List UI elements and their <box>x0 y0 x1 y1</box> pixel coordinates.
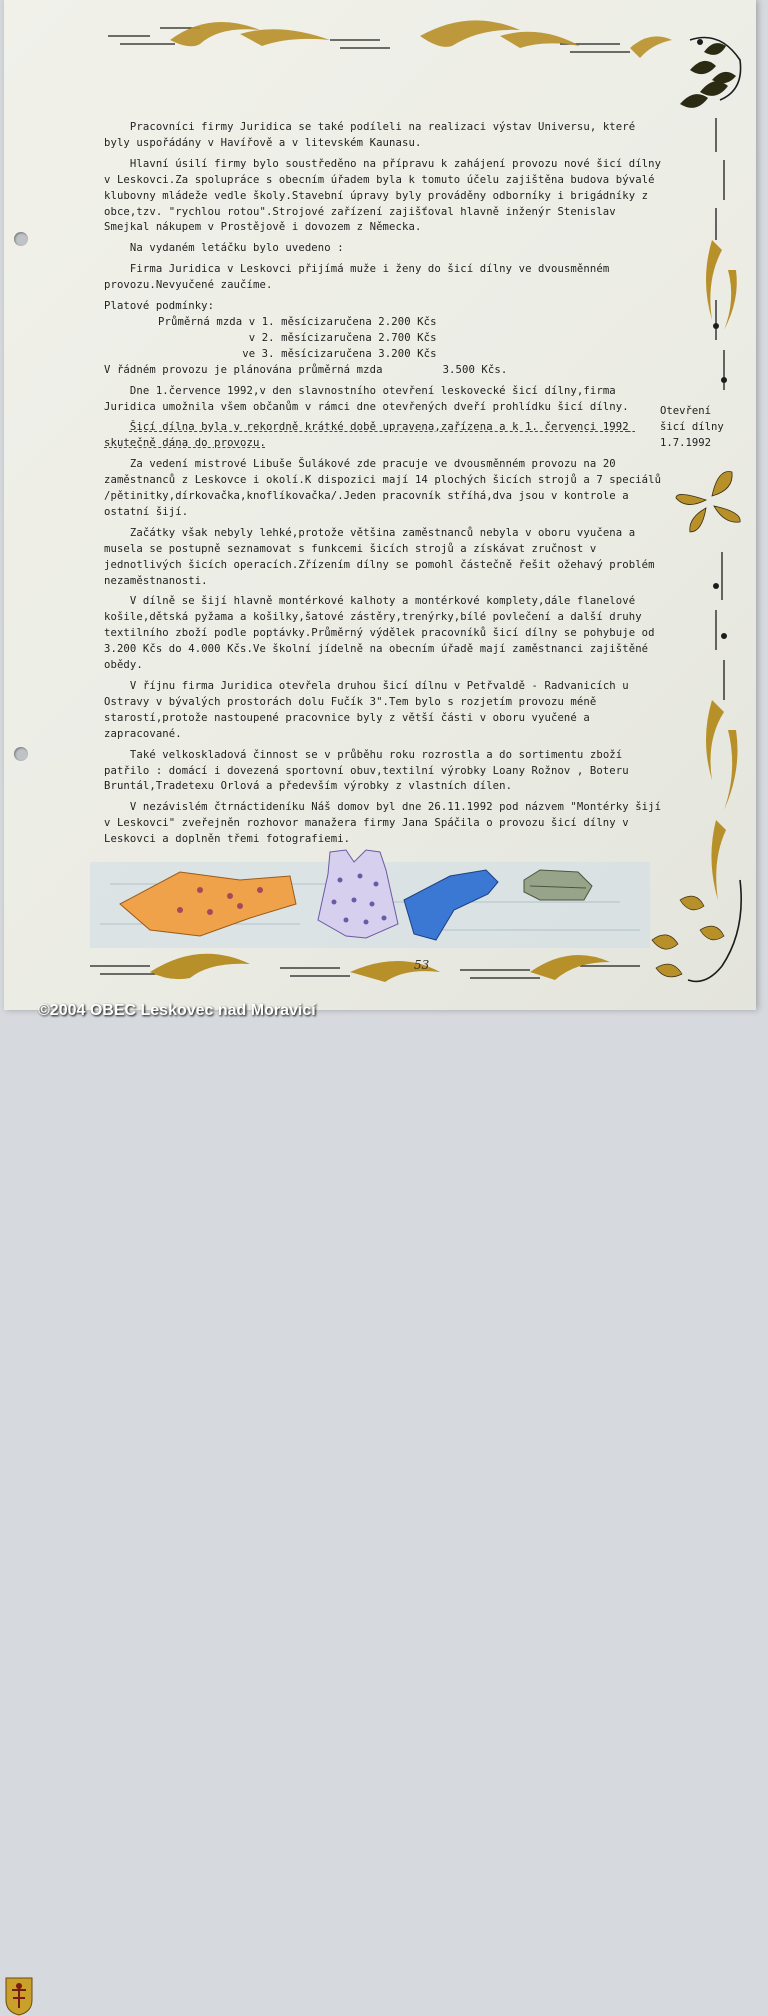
salary-row: ve 3. měsíci zaručena 3.200 Kčs <box>242 347 437 360</box>
document-body <box>104 120 668 853</box>
copyright-footer <box>0 1000 768 1024</box>
paragraph-universe: Pracovníci firmy Juridica se také podíleli na realizaci výstav Universu, které byly uspořádány v Havířově a v litevském Kaunasu. <box>104 121 642 149</box>
paragraph-beginnings: Začátky však nebyly lehké,protože většina zaměstnanců nebyla v oboru vyučena a musela se postupně seznamovat s funkcemi šicích strojů a získávat zručnost v jednotlivých šicích operacích.Zřízením dílny se pomohl částečně řešit ožehavý problém nezaměstnanosti. <box>104 526 662 587</box>
copyright-text: ©2004 OBEC Leskovec nad Moravicí <box>38 1002 316 1019</box>
paragraph-staff: Za vedení mistrové Libuše Šulákové zde pracuje ve dvousměnném provozu na 20 zaměstnanců z Leskovce i okolí.K dispozici mají 14 plochých šicích strojů a 7 speciálů /pětinitky,dírkovačka,knoflíkovačka/.Jeden pracovník stříhá,dva jsou v kontrole a ostatní šijí. <box>104 458 668 518</box>
paragraph-opening-day: Dne 1.července 1992,v den slavnostního otevření leskovecké šicí dílny,firma Juridica umožnila všem občanům v rámci dne otevřených dveří prohlídku šicí dílny. <box>104 384 629 413</box>
page-number: 53 <box>414 958 430 972</box>
paragraph-newspaper: V nezávislém čtrnáctideníku Náš domov byl dne 26.11.1992 pod názvem "Montérky šijí v Leskovci" zveřejněn rozhovor manažera firmy Jana Spáčila o provozu šicí dílny v Leskovci a doplněn třemi fotografiemi. <box>104 801 668 846</box>
paragraph-leaflet-text: Firma Juridica v Leskovci přijímá muže i ženy do šicí dílny ve dvousměnném provozu.Nevyučené zaučíme. <box>104 263 616 292</box>
paragraph-workshop-prep: Hlavní úsilí firmy bylo soustředěno na přípravu k zahájení provozu nové šicí dílny v Leskovci.Za spolupráce s obecním úřadem byla k tomuto účelu zajištěna budova bývalé klubovny mládeže vedle školy.Stavební úpravy byly prováděny odborníky i brigádníky z obce,tzv. "rychlou rotou".Strojové zařízení zajišťoval hlavně inženýr Stenislav Smejkal nákupem v Prostějově i dovozem z Německa. <box>104 157 668 234</box>
salary-heading: Platové podmínky: <box>104 300 215 313</box>
paragraph-second-workshop: V říjnu firma Juridica otevřela druhou šicí dílnu v Petřvaldě - Radvanicích u Ostravy v bývalých prostorách dolu Fučík 3".Tem bylo s rozjetím provozu méně starostí,protože nastoupené pracovnice byly z větší části v oboru vyučené a zapracované. <box>104 680 636 740</box>
village-crest-icon <box>4 1976 34 2016</box>
paragraph-products: V dílně se šijí hlavně montérkové kalhoty a montérkové komplety,dále flanelové košile,dětská pyžama a košilky,šatové zástěry,trenýrky,bílé povlečení a další druhy textilního zboží podle poptávky.Průměrný výdělek pracovníků šicí dílny se pohybuje od 3.200 Kčs do 4.000 Kčs.Ve školní jídelně na obecním úřadě mají zaměstnanci zajištěné obědy. <box>104 595 662 672</box>
paragraph-workshop-ready: Šicí dílna byla v rekordně krátké době upravena,zařízena a k 1. červenci 1992 skutečně dána do provozu. <box>104 421 636 450</box>
salary-row: v 2. měsíci zaručena 2.700 Kčs <box>248 331 437 344</box>
salary-planned: V řádném provozu je plánována průměrná mzda 3.500 Kčs. <box>104 363 508 376</box>
paragraph-leaflet-intro: Na vydaném letáčku bylo uvedeno : <box>129 242 344 255</box>
salary-conditions <box>104 299 664 379</box>
paragraph-wholesale: Také velkoskladová činnost se v průběhu roku rozrostla a do sortimentu zboží patřilo : domácí i dovezená sportovní obuv,textilní výrobky Loany Rožnov , Boteru Bruntál,Tradetexu Orlová a především výrobky z vlastních dílen. <box>104 748 636 793</box>
salary-row: Průměrná mzda v 1. měsíci zaručena 2.200 Kčs <box>158 315 437 328</box>
side-note-opening-date: Otevření šicí dílny 1.7.1992 <box>660 405 724 449</box>
